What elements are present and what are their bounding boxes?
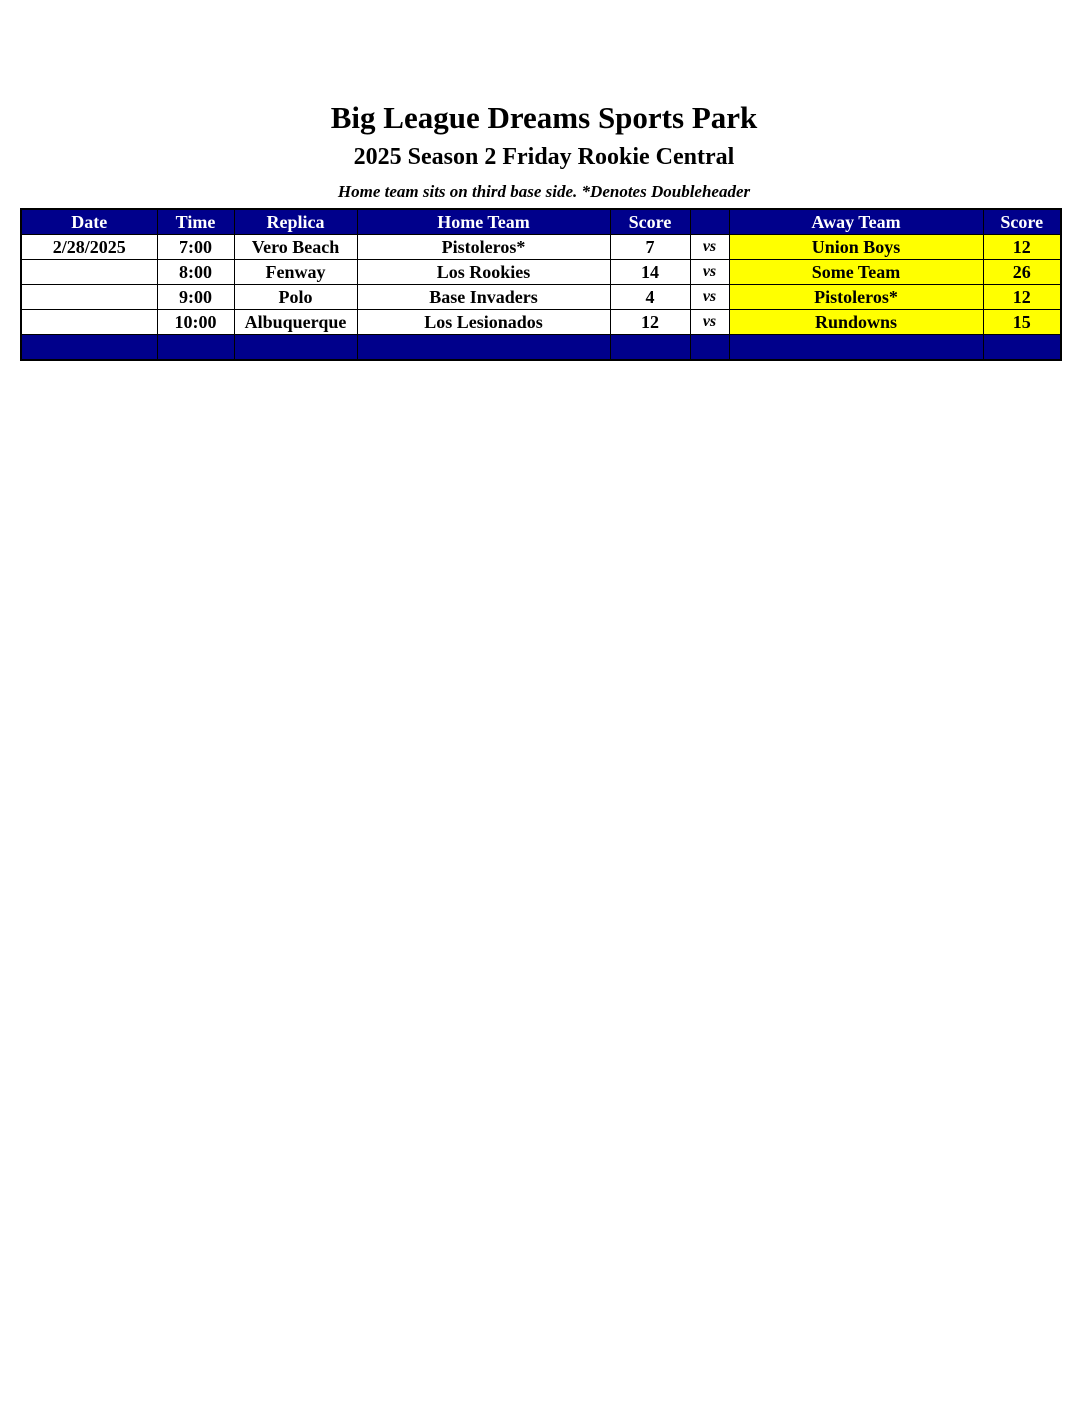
cell-home-score: 4 xyxy=(610,285,690,310)
table-header-row xyxy=(21,209,1061,235)
footer-cell xyxy=(729,335,983,361)
footer-cell xyxy=(234,335,357,361)
cell-home-team: Pistoleros* xyxy=(357,235,610,260)
page-subtitle: 2025 Season 2 Friday Rookie Central xyxy=(353,144,735,170)
cell-away-score: 15 xyxy=(983,310,1061,335)
cell-date xyxy=(21,310,157,335)
cell-time: 10:00 xyxy=(157,310,234,335)
cell-replica: Fenway xyxy=(234,260,357,285)
column-header-time: Time xyxy=(157,209,234,235)
footer-cell xyxy=(983,335,1061,361)
column-header-vs xyxy=(690,209,729,235)
table-row xyxy=(21,235,1061,260)
cell-replica: Polo xyxy=(234,285,357,310)
cell-vs: vs xyxy=(690,310,729,335)
table-row xyxy=(21,260,1061,285)
cell-date xyxy=(21,260,157,285)
column-header-away-team: Away Team xyxy=(729,209,983,235)
cell-away-team: Rundowns xyxy=(729,310,983,335)
column-header-date: Date xyxy=(21,209,157,235)
cell-home-team: Los Rookies xyxy=(357,260,610,285)
cell-vs: vs xyxy=(690,285,729,310)
cell-time: 8:00 xyxy=(157,260,234,285)
cell-replica: Albuquerque xyxy=(234,310,357,335)
table-footer-row xyxy=(21,335,1061,361)
column-header-away-score: Score xyxy=(983,209,1061,235)
cell-home-score: 7 xyxy=(610,235,690,260)
cell-date: 2/28/2025 xyxy=(21,235,157,260)
page-title: Big League Dreams Sports Park xyxy=(330,100,758,135)
cell-vs: vs xyxy=(690,260,729,285)
cell-home-score: 12 xyxy=(610,310,690,335)
cell-time: 9:00 xyxy=(157,285,234,310)
column-header-replica: Replica xyxy=(234,209,357,235)
table-row xyxy=(21,310,1061,335)
footer-cell xyxy=(21,335,157,361)
cell-home-score: 14 xyxy=(610,260,690,285)
footer-cell xyxy=(690,335,729,361)
schedule-table xyxy=(20,208,1062,361)
cell-date xyxy=(21,285,157,310)
cell-vs: vs xyxy=(690,235,729,260)
cell-away-team: Some Team xyxy=(729,260,983,285)
schedule-note: Home team sits on third base side. *Denotes Doubleheader xyxy=(337,182,751,201)
table-row xyxy=(21,285,1061,310)
cell-away-score: 26 xyxy=(983,260,1061,285)
cell-away-score: 12 xyxy=(983,235,1061,260)
cell-home-team: Base Invaders xyxy=(357,285,610,310)
cell-away-team: Pistoleros* xyxy=(729,285,983,310)
column-header-home-score: Score xyxy=(610,209,690,235)
footer-cell xyxy=(610,335,690,361)
footer-cell xyxy=(157,335,234,361)
cell-away-score: 12 xyxy=(983,285,1061,310)
cell-away-team: Union Boys xyxy=(729,235,983,260)
cell-replica: Vero Beach xyxy=(234,235,357,260)
column-header-home-team: Home Team xyxy=(357,209,610,235)
cell-home-team: Los Lesionados xyxy=(357,310,610,335)
footer-cell xyxy=(357,335,610,361)
cell-time: 7:00 xyxy=(157,235,234,260)
